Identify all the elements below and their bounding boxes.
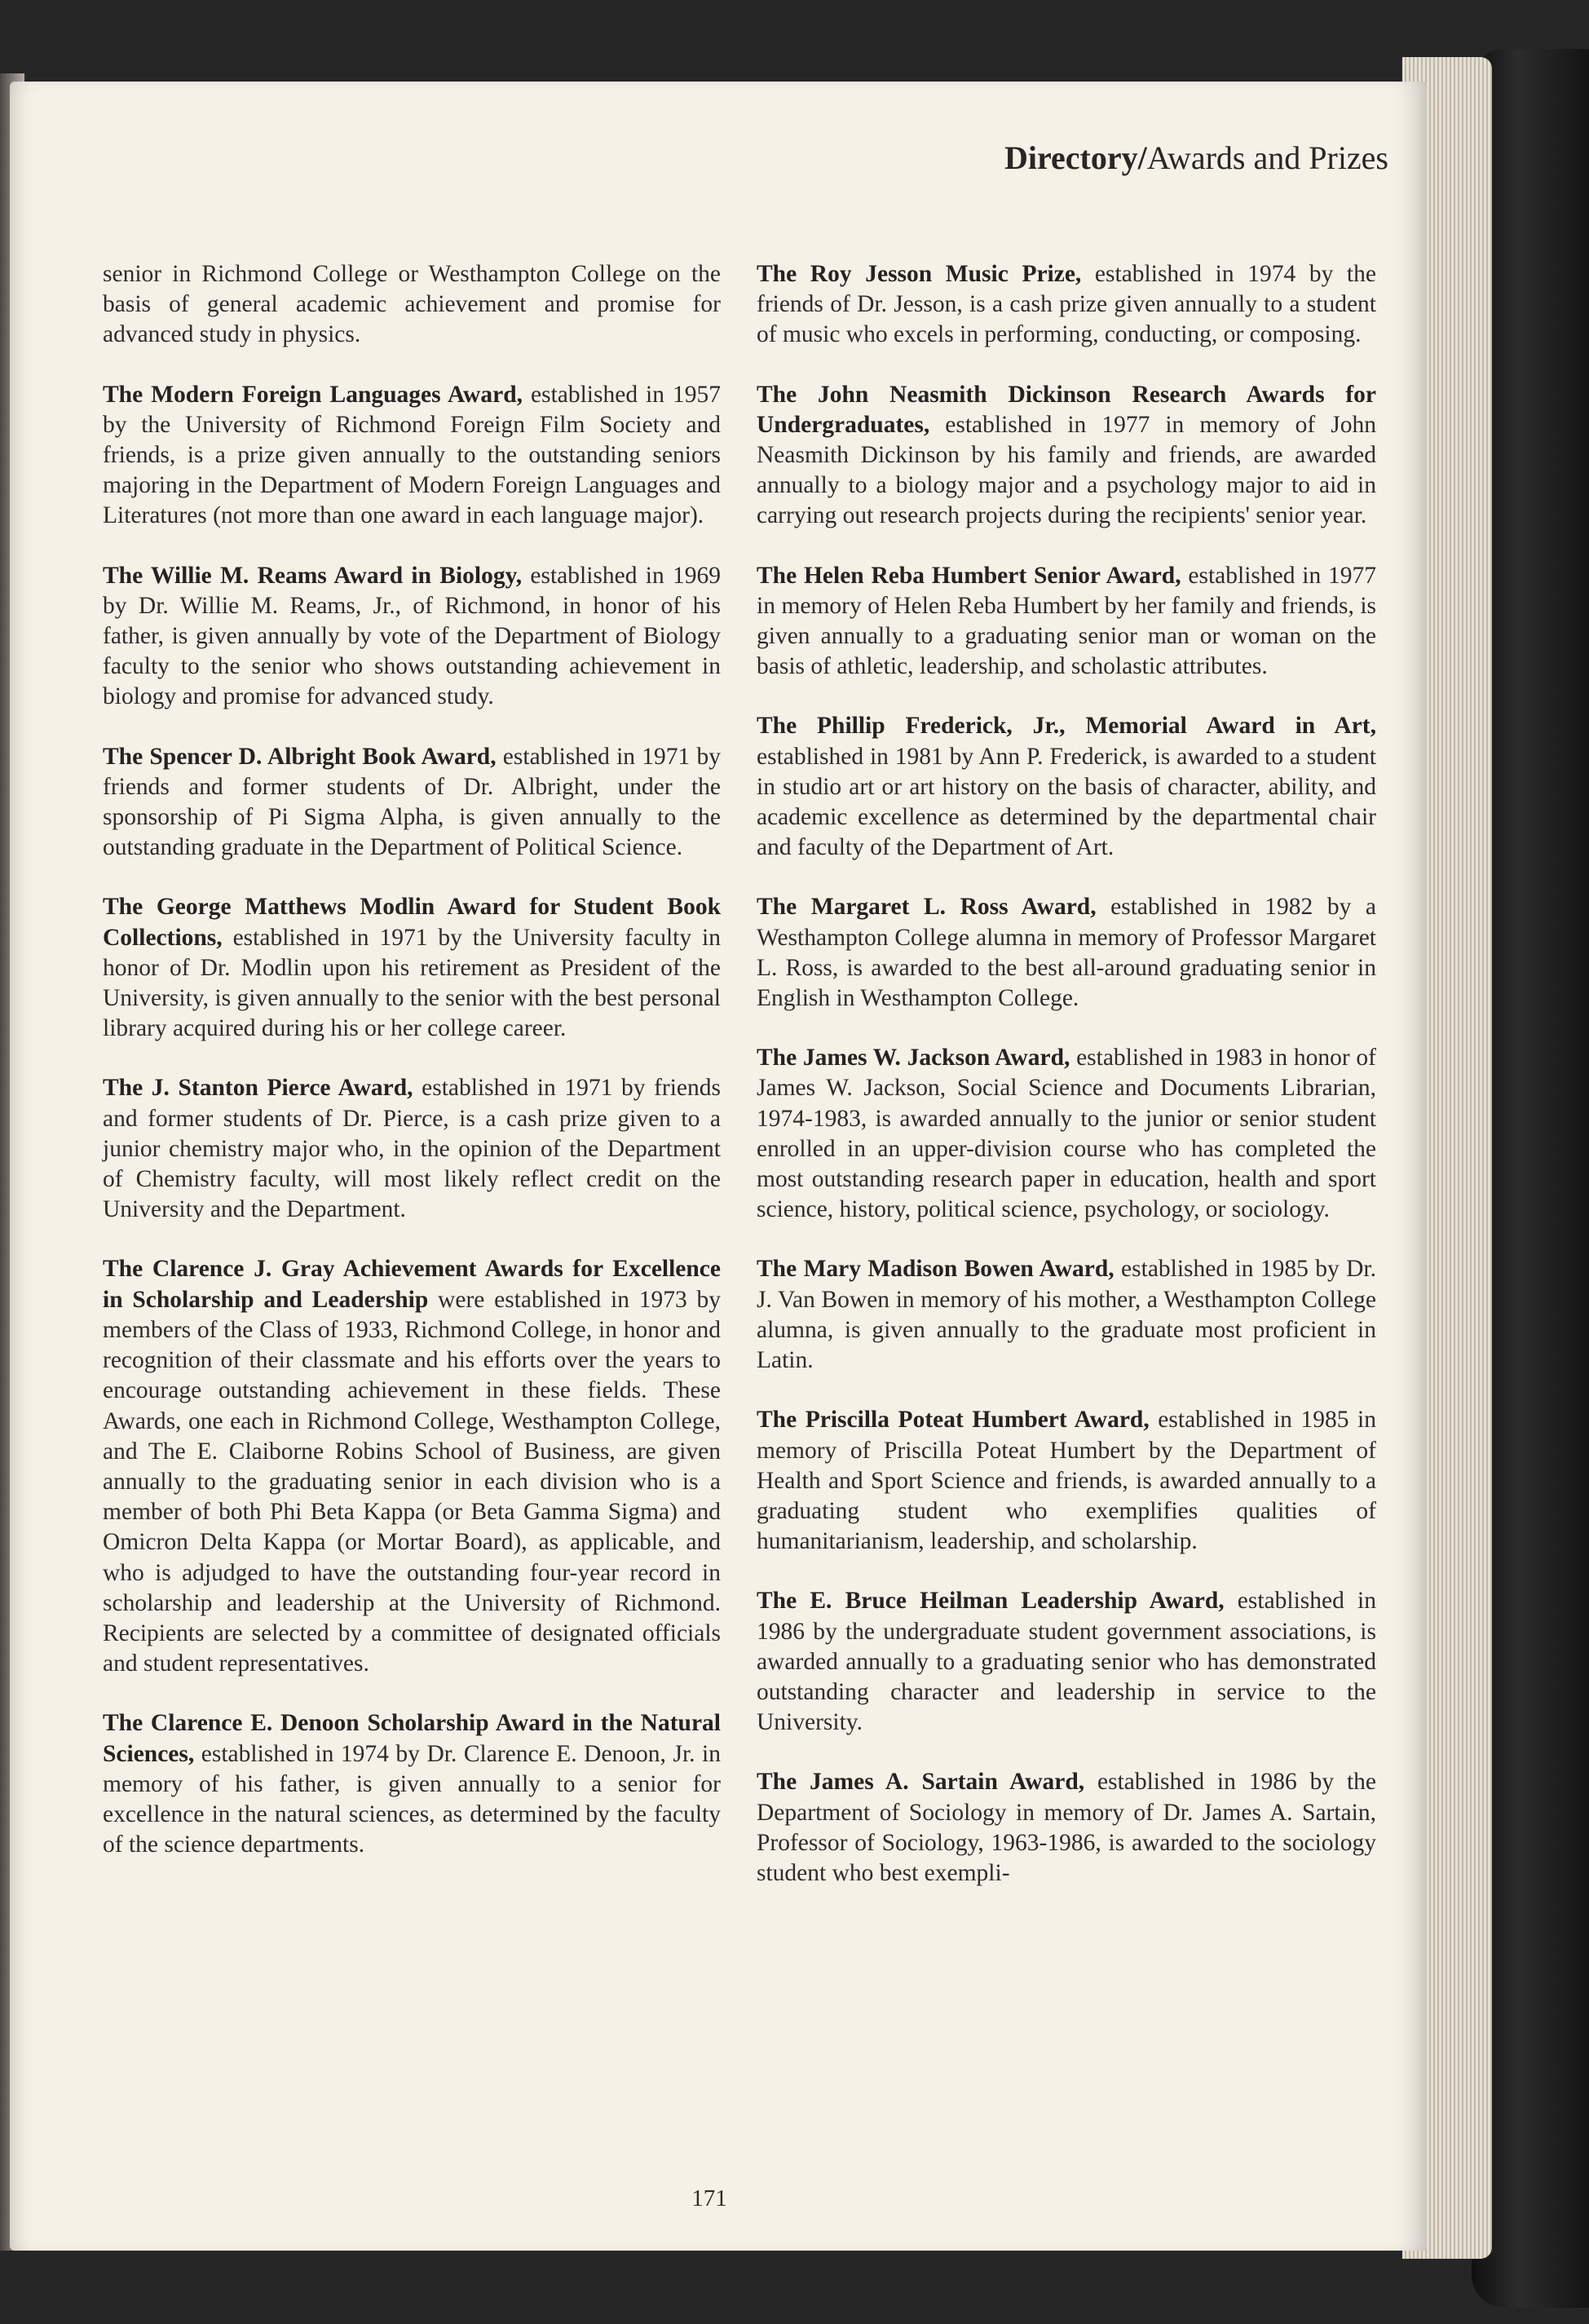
award-entry	[103, 259, 721, 351]
left-column	[103, 259, 721, 1889]
award-description: established in 1974 by the friends of Dr. Jesson, is a cash prize given annually to a student of music who excels in performing, conducting, or composing.	[757, 261, 1376, 348]
award-entry	[103, 1254, 721, 1679]
right-column	[757, 259, 1376, 1918]
award-description: established in 1977 in memory of Helen Reba Humbert by her family and friends, is given annually to a graduating senior man or woman on the basis of athletic, leadership, and scholastic attributes.	[757, 562, 1376, 680]
award-entry	[103, 742, 721, 864]
award-entry	[757, 892, 1376, 1014]
award-title: The J. Stanton Pierce Award,	[103, 1075, 413, 1102]
award-entry	[103, 892, 721, 1044]
award-title: The Roy Jesson Music Prize,	[757, 261, 1082, 287]
award-entry	[103, 380, 721, 532]
award-title: The Clarence J. Gray Achievement Awards for Excellence in Scholarship and Leadership	[103, 1256, 721, 1313]
running-head	[1004, 139, 1388, 177]
award-description: established in 1982 by a Westhampton College alumna in memory of Professor Margaret L. Ross, is awarded to the best all-around graduating senior in English in Westhampton College.	[757, 894, 1377, 1012]
running-head-subsection: Awards and Prizes	[1146, 139, 1388, 176]
award-entry	[757, 1405, 1376, 1557]
award-title: The Modern Foreign Languages Award,	[103, 381, 523, 408]
award-description: established in 1983 in honor of James W. Jackson, Social Science and Documents Librarian, 1974-1983, is awarded annually to the junior or senior student enrolled in an upper-division course who has completed the most outstanding research paper in education, health and sport science, history, political science, psychology, or sociology.	[757, 1045, 1376, 1223]
award-title: The James W. Jackson Award,	[757, 1045, 1070, 1071]
award-title: The Mary Madison Bowen Award,	[757, 1256, 1115, 1283]
award-description: established in 1985 by Dr. J. Van Bowen in memory of his mother, a Westhampton College alumna, is given annually to the graduate most proficient in Latin.	[757, 1256, 1377, 1374]
award-entry	[757, 711, 1376, 863]
award-description: established in 1971 by the University faculty in honor of Dr. Modlin upon his retirement as President of the University, is given annually to the senior with the best personal library acquired during his or her college career.	[103, 924, 721, 1042]
award-title: The James A. Sartain Award,	[757, 1769, 1085, 1796]
award-description: established in 1957 by the University of Richmond Foreign Film Society and friends, is a prize given annually to the outstanding seniors majoring in the Department of Modern Foreign Languages and Literatures (not more than one award in each language major).	[103, 381, 721, 529]
award-description: established in 1977 in memory of John Neasmith Dickinson by his family and friends, are awarded annually to a biology major and a psychology major to aid in carrying out research projects during the recipients' senior year.	[757, 411, 1376, 529]
award-title: The Phillip Frederick, Jr., Memorial Award in Art,	[757, 713, 1376, 740]
award-entry	[757, 1767, 1376, 1889]
award-entry	[757, 259, 1376, 351]
award-title: The Spencer D. Albright Book Award,	[103, 743, 497, 770]
award-description: established in 1974 by Dr. Clarence E. Denoon, Jr. in memory of his father, is given annually to a senior for excellence in the natural sciences, as determined by the faculty of the science departments.	[103, 1740, 721, 1858]
award-title: The Willie M. Reams Award in Biology,	[103, 562, 523, 589]
award-description: established in 1969 by Dr. Willie M. Reams, Jr., of Richmond, in honor of his father, is given annually by vote of the Department of Biology faculty to the senior who shows outstanding achievement in biology and promise for advanced study.	[103, 562, 721, 710]
award-description: established in 1971 by friends and former students of Dr. Pierce, is a cash prize given to a junior chemistry major who, in the opinion of the Department of Chemistry faculty, will most likely reflect credit on the University and the Department.	[103, 1075, 721, 1223]
award-entry	[757, 1254, 1376, 1376]
award-title: The Margaret L. Ross Award,	[757, 894, 1097, 921]
award-title: The Clarence E. Denoon Scholarship Award in the Natural Sciences,	[103, 1710, 721, 1767]
award-entry	[757, 1586, 1376, 1738]
award-entry	[103, 561, 721, 713]
award-title: The John Neasmith Dickinson Research Awards for Undergraduates,	[757, 381, 1376, 438]
award-description: established in 1971 by friends and former students of Dr. Albright, under the sponsorship of Pi Sigma Alpha, is given annually to the outstanding graduate in the Department of Political Science.	[103, 743, 721, 861]
award-description: established in 1986 by the undergraduate student government associations, is awarded annually to a graduating senior who has demonstrated outstanding character and leadership in service to the University.	[757, 1588, 1376, 1736]
award-description: established in 1985 in memory of Priscilla Poteat Humbert by the Department of Health and Sport Science and friends, is awarded annually to a graduating student who exemplifies qualities of humanitarianism, leadership, and scholarship.	[757, 1407, 1376, 1555]
award-title: The Priscilla Poteat Humbert Award,	[757, 1407, 1150, 1434]
award-description: were established in 1973 by members of the Class of 1933, Richmond College, in honor and recognition of their classmate and his efforts over the years to encourage outstanding achievement in these fields. These Awards, one each in Richmond College, Westhampton College, and The E. Claiborne Robins School of Business, are given annually to the graduating senior in each division who is a member of both Phi Beta Kappa (or Beta Gamma Sigma) and Omicron Delta Kappa (or Mortar Board), as applicable, and who is adjudged to have the outstanding four-year record in scholarship and leadership at the University of Richmond. Recipients are selected by a committee of designated officials and student representatives.	[103, 1286, 721, 1677]
award-entry	[757, 1043, 1376, 1225]
award-entry	[103, 1073, 721, 1225]
running-head-section: Directory/	[1004, 139, 1147, 176]
award-title: The E. Bruce Heilman Leadership Award,	[757, 1588, 1225, 1615]
award-description: senior in Richmond College or Westhampton College on the basis of general academic achievement and promise for advanced study in physics.	[103, 261, 721, 348]
award-description: established in 1981 by Ann P. Frederick, is awarded to a student in studio art or art history on the basis of character, ability, and academic excellence as determined by the departmental chair and faculty of the Department of Art.	[757, 743, 1376, 861]
page-number: 171	[691, 2185, 727, 2211]
award-entry	[757, 561, 1376, 683]
award-entry	[757, 380, 1376, 532]
award-title: The George Matthews Modlin Award for Student Book Collections,	[103, 894, 721, 951]
award-entry	[103, 1708, 721, 1860]
award-description: established in 1986 by the Department of Sociology in memory of Dr. James A. Sartain, Professor of Sociology, 1963-1986, is awarded to the sociology student who best exempli-	[757, 1769, 1376, 1886]
award-title: The Helen Reba Humbert Senior Award,	[757, 562, 1181, 589]
